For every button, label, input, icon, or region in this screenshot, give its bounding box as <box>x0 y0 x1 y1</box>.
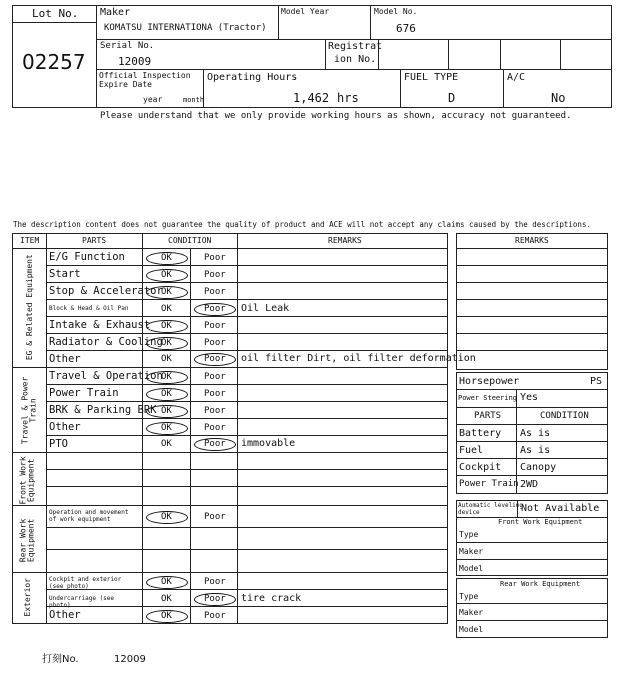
condition-ok: OK <box>161 372 172 382</box>
maker-value: KOMATSU INTERNATIONA (Tractor) <box>104 23 267 33</box>
remark-text: Oil Leak <box>241 303 290 314</box>
lot-no-value: 02257 <box>22 50 86 74</box>
fuel-type-label: FUEL TYPE <box>404 72 459 83</box>
condition-ok: OK <box>161 594 172 604</box>
row-separator <box>46 282 448 283</box>
cockpit-label: Cockpit <box>459 462 502 473</box>
ac-value: No <box>551 91 566 105</box>
condition-ok: OK <box>161 338 172 348</box>
condition-ok: OK <box>161 423 172 433</box>
auto-leveling-label-2: device <box>458 509 480 516</box>
remark-text: tire crack <box>241 593 302 604</box>
inspection-label-2: Expire Date <box>99 80 152 89</box>
serial-no-label: Serial No. <box>100 41 155 51</box>
remark-text: immovable <box>241 438 296 449</box>
horsepower-label: Horsepower <box>459 376 520 387</box>
fuel-label: Fuel <box>459 445 484 456</box>
condition-poor: Poor <box>204 304 226 314</box>
condition-poor: Poor <box>204 439 226 449</box>
row-separator <box>46 299 448 300</box>
hours-note: Please understand that we only provide working hours as shown, accuracy not guaranteed. <box>100 111 572 121</box>
poor-circle-mark <box>194 303 236 316</box>
part-name: Travel & Operation <box>49 370 163 382</box>
part-name: Start <box>49 268 81 280</box>
part-name: Operation and movement of work equipment <box>49 509 129 524</box>
side-parts-header: PARTS <box>474 411 502 421</box>
registration-label-1: Registrat <box>328 41 383 52</box>
group-rear-label: Rear Work Equipment <box>18 518 36 563</box>
ok-circle-mark <box>146 286 188 299</box>
condition-poor: Poor <box>204 512 226 522</box>
battery-label: Battery <box>459 428 502 439</box>
cockpit-value: Canopy <box>520 462 557 473</box>
group-travel-label: Travel & Power Train <box>20 376 38 445</box>
row-separator <box>46 486 448 487</box>
part-name: Intake & Exhaust <box>49 319 151 331</box>
operating-hours-label: Operating Hours <box>207 72 298 83</box>
group-front-label: Front Work Equipment <box>18 456 36 505</box>
operating-hours-value: 1,462 <box>293 91 330 105</box>
row-separator <box>46 350 448 351</box>
rear-model-label: Model <box>459 625 484 634</box>
condition-ok: OK <box>161 287 172 297</box>
condition-ok: OK <box>161 321 172 331</box>
maker-label: Maker <box>100 7 131 18</box>
ok-circle-mark <box>146 576 188 589</box>
row-separator <box>46 265 448 266</box>
fuel-type-value: D <box>448 91 456 105</box>
ok-circle-mark <box>146 371 188 384</box>
battery-value: As is <box>520 428 551 439</box>
col-item-header: ITEM <box>20 236 40 245</box>
part-name: PTO <box>49 438 68 450</box>
col-parts-header: PARTS <box>82 236 107 245</box>
ok-circle-mark <box>146 405 188 418</box>
power-steering-label: Power Steering <box>458 394 518 402</box>
condition-ok: OK <box>161 354 172 364</box>
row-separator <box>46 435 448 436</box>
part-name: Other <box>49 609 81 621</box>
side-condition-header: CONDITION <box>540 411 589 421</box>
condition-poor: Poor <box>204 406 226 416</box>
side-remarks-header: REMARKS <box>515 236 549 245</box>
part-name: Other <box>49 421 81 433</box>
row-separator <box>46 469 448 470</box>
serial-no-value: 12009 <box>118 55 152 68</box>
registration-label-2: ion No. <box>334 54 377 65</box>
condition-poor: Poor <box>204 321 226 331</box>
row-separator <box>46 549 448 550</box>
part-name: Power Train <box>49 387 119 399</box>
condition-poor: Poor <box>204 389 226 399</box>
condition-poor: Poor <box>204 372 226 382</box>
group-eg-label: EG & Related Equipment <box>24 254 34 361</box>
poor-circle-mark <box>194 593 236 606</box>
condition-poor: Poor <box>204 423 226 433</box>
condition-ok: OK <box>161 389 172 399</box>
lot-no-label: Lot No. <box>32 7 79 20</box>
model-no-label: Model No. <box>374 7 418 16</box>
row-separator <box>46 527 448 528</box>
front-work-title: Front Work Equipment <box>498 518 583 526</box>
condition-poor: Poor <box>204 287 226 297</box>
front-model-label: Model <box>459 564 484 573</box>
condition-poor: Poor <box>204 338 226 348</box>
horsepower-unit: PS <box>590 376 603 387</box>
condition-poor: Poor <box>204 253 226 263</box>
fuel-value: As is <box>520 445 551 456</box>
condition-ok: OK <box>161 270 172 280</box>
condition-poor: Poor <box>204 354 226 364</box>
ok-circle-mark <box>146 511 188 524</box>
ok-circle-mark <box>146 422 188 435</box>
poor-circle-mark <box>194 353 236 366</box>
front-type-label: Type <box>459 530 479 539</box>
part-name: Other <box>49 353 81 365</box>
part-name: Block & Head & Oil Pan <box>49 305 129 312</box>
part-name: E/G Function <box>49 251 125 263</box>
remark-text: oil filter Dirt, oil filter deformation <box>241 353 476 364</box>
ok-circle-mark <box>146 337 188 350</box>
row-separator <box>46 418 448 419</box>
condition-ok: OK <box>161 512 172 522</box>
ac-label: A/C <box>507 72 526 83</box>
condition-ok: OK <box>161 253 172 263</box>
power-steering-value: Yes <box>520 392 539 403</box>
rear-maker-label: Maker <box>459 608 484 617</box>
disclaimer: The description content does not guarantee the quality of product and ACE will not accept any claims caused by the descriptions. <box>13 220 591 229</box>
rear-work-title: Rear Work Equipment <box>500 580 581 588</box>
auto-leveling-value: Not Available <box>521 503 600 514</box>
condition-poor: Poor <box>204 270 226 280</box>
ok-circle-mark <box>146 320 188 333</box>
ok-circle-mark <box>146 610 188 623</box>
condition-ok: OK <box>161 304 172 314</box>
part-name: Cockpit and exterior (see photo) <box>49 576 122 591</box>
col-condition-header: CONDITION <box>168 236 212 245</box>
part-name: Stop & Accelerator <box>49 285 163 297</box>
inspection-label-1: Official Inspection <box>99 71 191 80</box>
condition-ok: OK <box>161 577 172 587</box>
condition-ok: OK <box>161 439 172 449</box>
ok-circle-mark <box>146 269 188 282</box>
part-name: BRK & Parking BRK <box>49 404 157 416</box>
condition-ok: OK <box>161 406 172 416</box>
model-no-value: 676 <box>396 22 416 35</box>
row-separator <box>46 316 448 317</box>
row-separator <box>46 384 448 385</box>
auto-leveling-label-1: Automatic leveling <box>458 502 524 509</box>
condition-poor: Poor <box>204 594 226 604</box>
part-name: Undercarriage (see photo) <box>49 595 115 610</box>
ok-circle-mark <box>146 252 188 265</box>
stamp-label: 打刻No. <box>42 654 79 665</box>
month-label: month <box>183 96 205 104</box>
poor-circle-mark <box>194 438 236 451</box>
front-maker-label: Maker <box>459 547 484 556</box>
condition-ok: OK <box>161 611 172 621</box>
group-exterior-label: Exterior <box>22 577 32 617</box>
hours-unit: hrs <box>337 91 359 105</box>
row-separator <box>46 333 448 334</box>
condition-poor: Poor <box>204 611 226 621</box>
condition-poor: Poor <box>204 577 226 587</box>
part-name: Radiator & Cooling <box>49 336 163 348</box>
col-remarks-header: REMARKS <box>328 236 362 245</box>
model-year-label: Model Year <box>281 7 330 16</box>
year-label: year <box>143 95 163 104</box>
rear-type-label: Type <box>459 592 479 601</box>
row-separator <box>46 401 448 402</box>
power-train-value: 2WD <box>520 479 539 490</box>
power-train-label: Power Train <box>459 479 519 489</box>
stamp-number: 12009 <box>114 654 146 665</box>
ok-circle-mark <box>146 388 188 401</box>
